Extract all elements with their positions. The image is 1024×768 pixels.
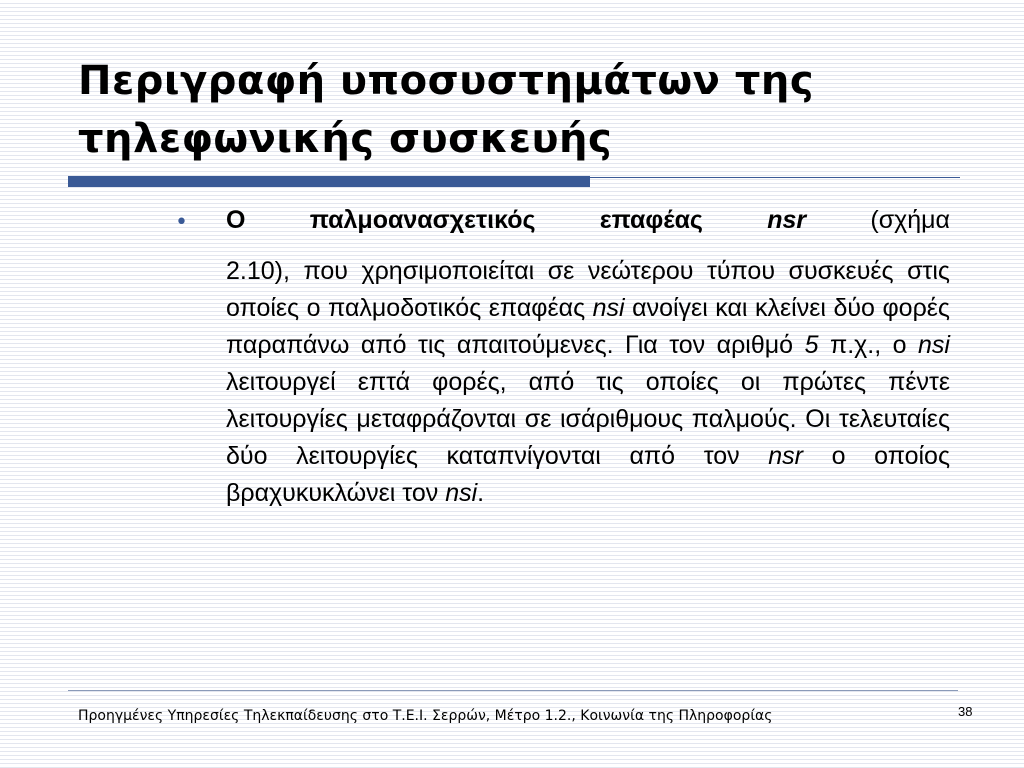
bullet-text-segment: ανοίγει και κλείνει δύο φορές παραπάνω από τις απαιτούμενες. Για τον αριθμό [226, 294, 950, 359]
footer-text: Προηγμένες Υπηρεσίες Τηλεκπαίδευσης στο Τ.Ε.Ι. Σερρών, Μέτρο 1.2., Κοινωνία της Πληροφορίας [78, 708, 773, 724]
bullet-text-segment: . [477, 479, 485, 507]
bullet-first-line [226, 202, 950, 239]
bullet-text-segment: 2.10), που χρησιμοποιείται σε νεώτερου τύπου συσκευές στις οποίες ο παλμοδοτικός επαφέας [226, 257, 950, 322]
term-nsr: nsr [768, 442, 803, 470]
footer-divider [68, 690, 958, 691]
slide-title: Περιγραφή υποσυστημάτων της τηλεφωνικής συσκευής [78, 58, 815, 162]
title-underline-thin [590, 177, 960, 178]
bullet-text-segment: ο οποίος βραχυκυκλώνει τον [226, 442, 951, 507]
term-nsi: nsi [445, 479, 478, 507]
term-nsi: nsi [592, 294, 625, 322]
page-number: 38 [958, 704, 973, 719]
number-five: 5 [804, 331, 819, 359]
term-nsr: nsr [767, 206, 807, 234]
bullet-paragraph [226, 202, 950, 512]
bullet-icon: • [175, 210, 188, 235]
bullet-text-segment: π.χ., ο [818, 331, 919, 359]
title-underline-thick [68, 176, 590, 187]
bullet-text-segment: λειτουργεί επτά φορές, από τις οποίες οι πρώτες πέντε λειτουργίες μεταφράζονται σε ισάριθμους παλμούς. Οι τελευταίες δύο λειτουργίες καταπνίγονται από τον [226, 368, 950, 470]
bullet-lead-text: Ο παλμοανασχετικός επαφέας [226, 206, 768, 234]
bullet-figure-ref: (σχήμα [806, 206, 951, 234]
term-nsi: nsi [918, 331, 950, 359]
